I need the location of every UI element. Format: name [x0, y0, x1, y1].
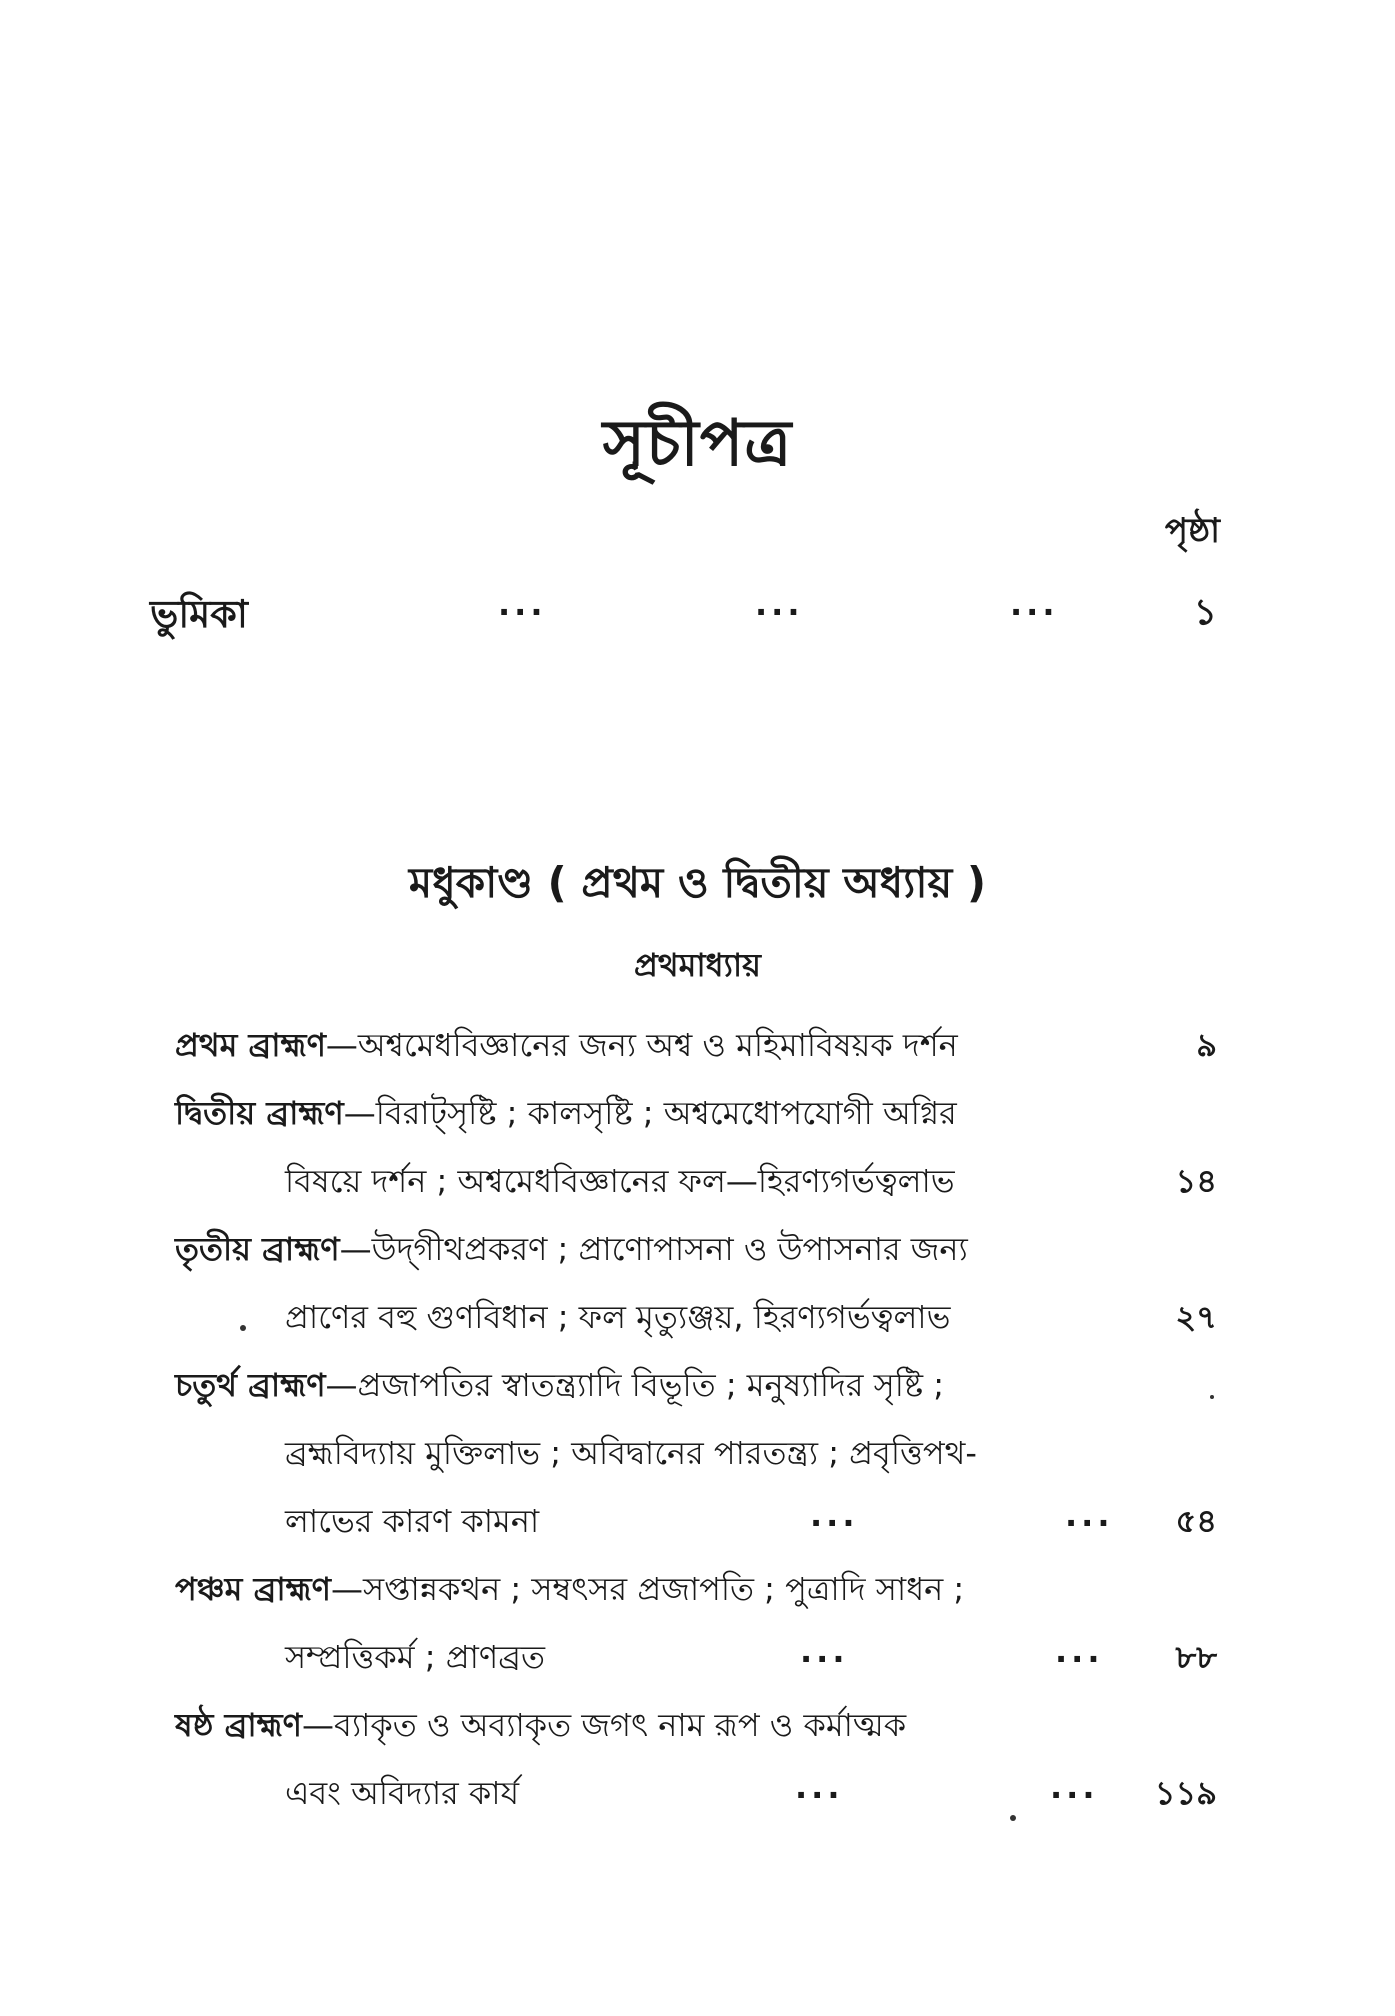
entry-text: —উদ্‌গীথপ্রকরণ ; প্রাণোপাসনা ও উপাসনার জন্য [339, 1230, 968, 1268]
toc-entry-5[interactable] [0, 1564, 1395, 1620]
page-number: ৫৪ [1175, 1502, 1217, 1540]
entry-text: এবং অবিদ্যার কার্য [285, 1774, 520, 1812]
entry-head: দ্বিতীয় ব্রাহ্মণ [175, 1094, 344, 1132]
print-speck [1210, 1395, 1214, 1399]
entry-head: চতুর্থ ব্রাহ্মণ [175, 1366, 326, 1404]
toc-entry-intro[interactable] [0, 585, 1395, 641]
entry-head: ষষ্ঠ ব্রাহ্মণ [175, 1706, 303, 1744]
page-title: সূচীপত্র [602, 407, 793, 481]
print-speck [1010, 1815, 1016, 1821]
leader-dots: ... [1050, 1768, 1099, 1806]
page-number: ১১৯ [1154, 1774, 1217, 1812]
entry-text: ব্রহ্মবিদ্যায় মুক্তিলাভ ; অবিদ্বানের পারতন্ত্র্য ; প্রবৃত্তিপথ- [285, 1434, 977, 1472]
toc-entry-label: ভুমিকা [150, 592, 248, 636]
entry-text: —অশ্বমেধবিজ্ঞানের জন্য অশ্ব ও মহিমাবিষয়ক দর্শন [325, 1026, 958, 1064]
toc-entry-4-cont [0, 1496, 1395, 1552]
leader-dots: ... [755, 585, 804, 623]
toc-entry-3-cont [0, 1292, 1395, 1348]
toc-entry-5-cont [0, 1632, 1395, 1688]
page-number: ৮৮ [1175, 1638, 1217, 1676]
leader-dots: ... [1055, 1632, 1104, 1670]
toc-entry-4-cont [0, 1428, 1395, 1484]
entry-head: তৃতীয় ব্রাহ্মণ [175, 1230, 340, 1268]
entry-text: —প্রজাপতির স্বাতন্ত্র্যাদি বিভূতি ; মনুষ্যাদির সৃষ্টি ; [325, 1366, 945, 1404]
entry-text: সম্প্রত্তিকর্ম ; প্রাণব্রত [285, 1638, 545, 1676]
page-number: ১ [1193, 592, 1217, 633]
page-number: ২৭ [1175, 1298, 1217, 1336]
section-heading: মধুকাণ্ড ( প্রথম ও দ্বিতীয় অধ্যায় ) [408, 858, 987, 907]
print-speck [240, 1325, 246, 1331]
leader-dots: ... [800, 1632, 849, 1670]
entry-text: লাভের কারণ কামনা [285, 1502, 540, 1540]
page-column-label: পৃষ্ঠা [1164, 511, 1220, 551]
leader-dots: ... [498, 585, 547, 623]
toc-entry-2-cont [0, 1156, 1395, 1212]
entry-text: —সপ্তান্নকথন ; সম্বৎসর প্রজাপতি ; পুত্রাদি সাধন ; [331, 1570, 965, 1608]
entry-head: পঞ্চম ব্রাহ্মণ [175, 1570, 331, 1608]
toc-entry-4[interactable] [0, 1360, 1395, 1416]
toc-entry-1[interactable] [0, 1020, 1395, 1076]
entry-head: প্রথম ব্রাহ্মণ [175, 1026, 326, 1064]
toc-entry-3[interactable] [0, 1224, 1395, 1280]
entry-text: —ব্যাকৃত ও অব্যাকৃত জগৎ নাম রূপ ও কর্মাত্মক [302, 1706, 907, 1744]
page-number: ১৪ [1175, 1162, 1217, 1200]
entry-text: বিষয়ে দর্শন ; অশ্বমেধবিজ্ঞানের ফল—হিরণ্যগর্ভত্বলাভ [285, 1162, 955, 1200]
toc-entry-2[interactable] [0, 1088, 1395, 1144]
toc-entry-6[interactable] [0, 1700, 1395, 1756]
leader-dots: ... [1010, 585, 1059, 623]
leader-dots: ... [1065, 1496, 1114, 1534]
page-number: ৯ [1196, 1026, 1217, 1064]
chapter-heading: প্রথমাধ্যায় [633, 946, 761, 984]
entry-text: প্রাণের বহু গুণবিধান ; ফল মৃত্যুঞ্জয়, হিরণ্যগর্ভত্বলাভ [285, 1298, 951, 1336]
entry-text: —বিরাট্‌সৃষ্টি ; কালসৃষ্টি ; অশ্বমেধোপযোগী অগ্নির [343, 1094, 957, 1132]
leader-dots: ... [810, 1496, 859, 1534]
toc-entry-6-cont [0, 1768, 1395, 1824]
leader-dots: ... [795, 1768, 844, 1806]
